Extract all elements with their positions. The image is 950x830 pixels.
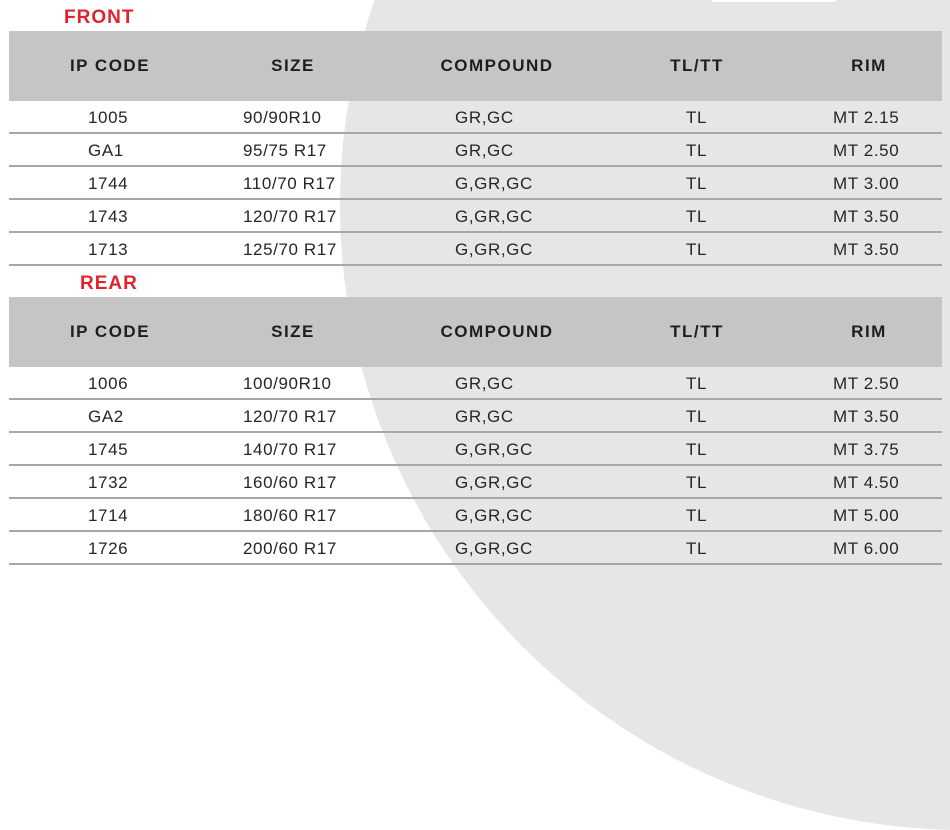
cell-compound: G,GR,GC <box>455 473 533 492</box>
cell-rim: MT 3.50 <box>833 207 900 226</box>
cell-ip-code: GA2 <box>88 407 124 426</box>
rear-section-title: REAR <box>80 273 138 294</box>
cell-size: 100/90R10 <box>243 374 332 393</box>
cell-compound: G,GR,GC <box>455 207 533 226</box>
cell-compound: GR,GC <box>455 141 514 160</box>
front-header-tl-tt: TL/TT <box>670 56 724 75</box>
cell-tl-tt: TL <box>686 374 708 393</box>
table-row <box>9 499 942 532</box>
cell-rim: MT 3.00 <box>833 174 900 193</box>
front-header-rim: RIM <box>851 56 887 75</box>
cell-size: 120/70 R17 <box>243 407 337 426</box>
cell-ip-code: 1744 <box>88 174 129 193</box>
cell-compound: G,GR,GC <box>455 174 533 193</box>
cell-tl-tt: TL <box>686 207 708 226</box>
cell-size: 200/60 R17 <box>243 539 337 558</box>
cell-compound: GR,GC <box>455 407 514 426</box>
table-row <box>9 466 942 499</box>
cell-tl-tt: TL <box>686 240 708 259</box>
front-header-row <box>9 31 942 101</box>
cell-ip-code: GA1 <box>88 141 124 160</box>
front-header-size: SIZE <box>271 56 315 75</box>
cell-size: 120/70 R17 <box>243 207 337 226</box>
cell-tl-tt: TL <box>686 141 708 160</box>
cell-rim: MT 4.50 <box>833 473 900 492</box>
cell-rim: MT 3.50 <box>833 240 900 259</box>
cell-tl-tt: TL <box>686 440 708 459</box>
cell-tl-tt: TL <box>686 506 708 525</box>
cell-tl-tt: TL <box>686 108 708 127</box>
rear-header-rim: RIM <box>851 322 887 341</box>
table-row <box>9 433 942 466</box>
table-row <box>9 134 942 167</box>
cell-compound: G,GR,GC <box>455 240 533 259</box>
cell-ip-code: 1714 <box>88 506 129 525</box>
rear-header-row <box>9 297 942 367</box>
cell-ip-code: 1005 <box>88 108 129 127</box>
cell-ip-code: 1745 <box>88 440 129 459</box>
cell-size: 140/70 R17 <box>243 440 337 459</box>
cell-size: 110/70 R17 <box>243 174 336 193</box>
cell-size: 90/90R10 <box>243 108 322 127</box>
cell-ip-code: 1732 <box>88 473 129 492</box>
front-section-title: FRONT <box>64 7 135 28</box>
rear-header-size: SIZE <box>271 322 315 341</box>
cell-tl-tt: TL <box>686 174 708 193</box>
table-row <box>9 400 942 433</box>
cell-rim: MT 2.15 <box>833 108 900 127</box>
cell-rim: MT 3.50 <box>833 407 900 426</box>
table-row <box>9 101 942 134</box>
cell-compound: G,GR,GC <box>455 506 533 525</box>
cell-size: 125/70 R17 <box>243 240 337 259</box>
cell-ip-code: 1743 <box>88 207 129 226</box>
cell-tl-tt: TL <box>686 407 708 426</box>
table-row <box>9 532 942 565</box>
table-row <box>9 200 942 233</box>
cell-size: 160/60 R17 <box>243 473 337 492</box>
cell-rim: MT 6.00 <box>833 539 900 558</box>
cell-compound: GR,GC <box>455 108 514 127</box>
cell-tl-tt: TL <box>686 539 708 558</box>
cell-tl-tt: TL <box>686 473 708 492</box>
cell-ip-code: 1006 <box>88 374 129 393</box>
rear-header-compound: COMPOUND <box>440 322 554 341</box>
rear-header-tl-tt: TL/TT <box>670 322 724 341</box>
cell-size: 180/60 R17 <box>243 506 337 525</box>
front-header-compound: COMPOUND <box>440 56 554 75</box>
cell-ip-code: 1713 <box>88 240 129 259</box>
cell-rim: MT 5.00 <box>833 506 900 525</box>
cell-rim: MT 2.50 <box>833 141 900 160</box>
background-top-bar <box>712 0 836 2</box>
rear-header-ip-code: IP CODE <box>69 322 151 341</box>
cell-ip-code: 1726 <box>88 539 129 558</box>
table-row <box>9 233 942 266</box>
cell-rim: MT 2.50 <box>833 374 900 393</box>
cell-size: 95/75 R17 <box>243 141 327 160</box>
table-row <box>9 367 942 400</box>
front-header-ip-code: IP CODE <box>69 56 151 75</box>
cell-compound: G,GR,GC <box>455 539 533 558</box>
cell-compound: GR,GC <box>455 374 514 393</box>
table-row <box>9 167 942 200</box>
cell-rim: MT 3.75 <box>833 440 900 459</box>
cell-compound: G,GR,GC <box>455 440 533 459</box>
